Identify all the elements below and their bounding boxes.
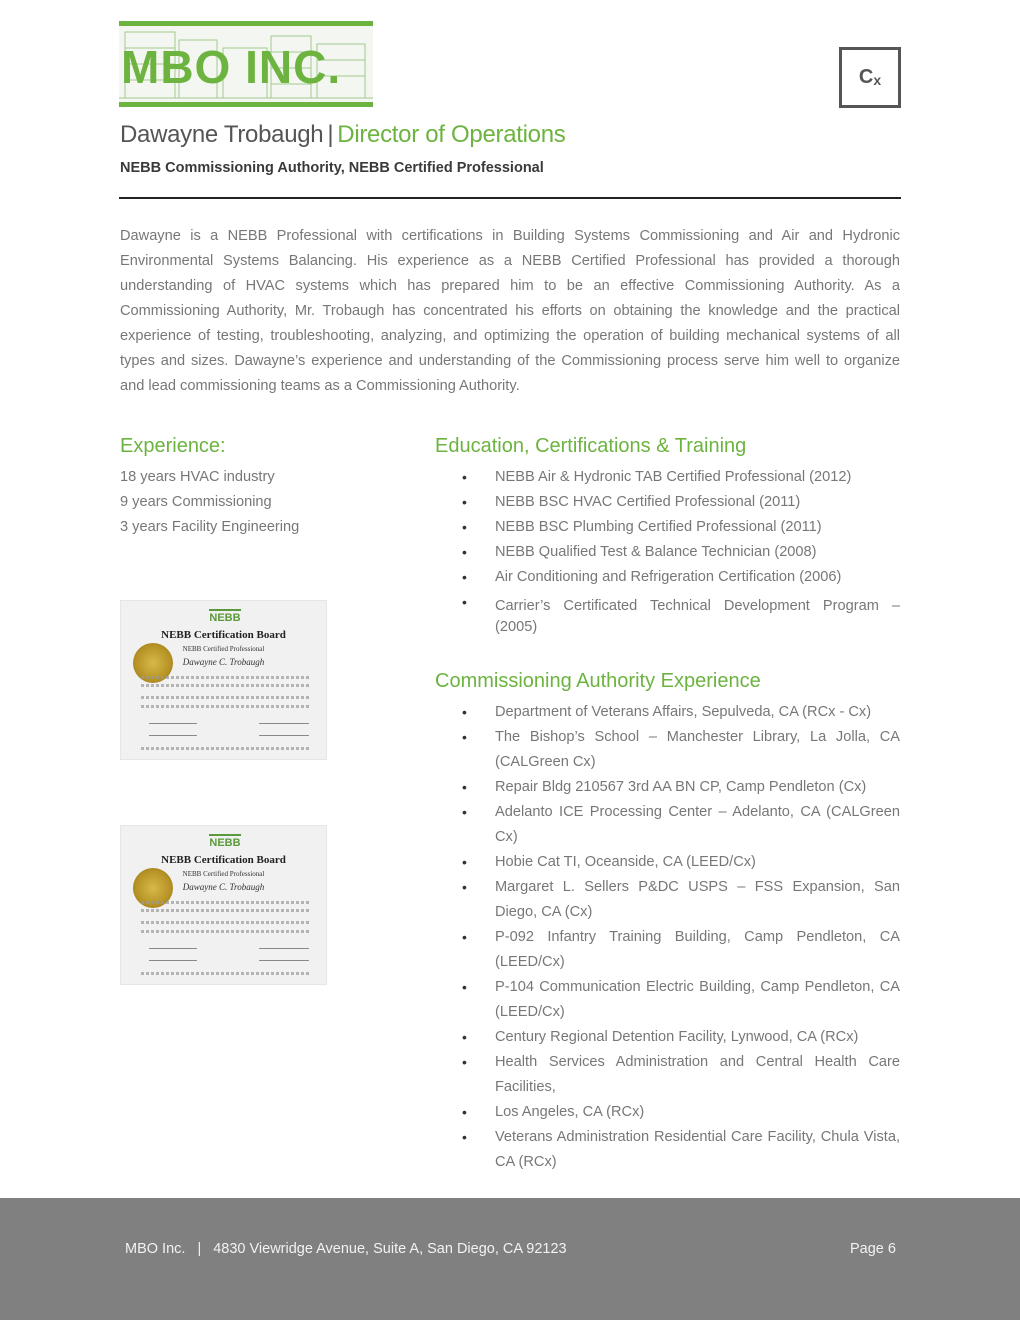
experience-list xyxy=(120,465,299,540)
signature-line xyxy=(149,960,197,961)
certificate-fine-print xyxy=(141,684,309,687)
certificate-fine-print xyxy=(141,909,309,912)
footer-company: MBO Inc. xyxy=(125,1241,186,1257)
commissioning-item: • Health Services Administration and Central Health Care Facilities, xyxy=(455,1050,900,1100)
cx-badge xyxy=(839,47,901,108)
commissioning-item: • Hobie Cat TI, Oceanside, CA (LEED/Cx) xyxy=(455,850,900,875)
nebb-logo-icon: NEBB xyxy=(209,834,241,850)
title-separator: | xyxy=(327,121,334,148)
commissioning-item: • P-092 Infantry Training Building, Camp Pendleton, CA (LEED/Cx) xyxy=(455,925,900,975)
certificate-fine-print xyxy=(141,705,309,708)
cx-badge-main: C xyxy=(858,66,874,88)
education-item: • NEBB Qualified Test & Balance Technician (2008) xyxy=(455,540,900,565)
signature-line xyxy=(149,948,197,949)
certificate-fine-print xyxy=(141,676,309,679)
commissioning-item: • Century Regional Detention Facility, Lynwood, CA (RCx) xyxy=(455,1025,900,1050)
page-number: Page 6 xyxy=(850,1241,896,1257)
certificate-holder: Dawayne C. Trobaugh xyxy=(182,882,265,892)
certificate-board: NEBB Certification Board xyxy=(161,629,286,641)
certificate-fine-print xyxy=(141,921,309,924)
logo-text: MBO INC. xyxy=(121,41,342,93)
signature-line xyxy=(259,948,309,949)
education-list xyxy=(455,465,900,638)
commissioning-heading: Commissioning Authority Experience xyxy=(435,670,761,692)
certificate-fine-print xyxy=(141,696,309,699)
commissioning-item: • Department of Veterans Affairs, Sepulveda, CA (RCx - Cx) xyxy=(455,700,900,725)
person-role: Director of Operations xyxy=(337,121,566,148)
experience-heading: Experience: xyxy=(120,435,226,457)
company-logo xyxy=(119,21,373,107)
signature-line xyxy=(259,735,309,736)
bio-paragraph: Dawayne is a NEBB Professional with certifications in Building Systems Commissioning and Air and Hydronic Environmental Systems Balancing. His experience as a NEBB Certified Professional has provided a thorough understanding of HVAC systems which has prepared him to be an effective Commissioning Authority. As a Commissioning Authority, Mr. Trobaugh has concentrated his efforts on obtaining the knowledge and the practical experience of testing, troubleshooting, analyzing, and optimizing the operation of building mechanical systems of all types and sizes. Dawayne’s experience and understanding of the Commissioning process serve him well to organize and lead commissioning teams as a Commissioning Authority. xyxy=(120,228,900,394)
experience-item: 18 years HVAC industry xyxy=(120,469,275,485)
header-divider xyxy=(119,197,901,199)
page-footer xyxy=(0,1198,1020,1320)
footer-separator: | xyxy=(197,1241,202,1257)
certificate-holder: Dawayne C. Trobaugh xyxy=(182,657,265,667)
experience-item: 3 years Facility Engineering xyxy=(120,519,300,535)
commissioning-item: • P-104 Communication Electric Building, Camp Pendleton, CA (LEED/Cx) xyxy=(455,975,900,1025)
education-item: • Carrier’s Certificated Technical Development Program – (2005) xyxy=(455,592,900,638)
certificate-subtitle: NEBB Certified Professional xyxy=(182,645,265,653)
certificate-fine-print xyxy=(141,901,309,904)
commissioning-item: • Adelanto ICE Processing Center – Adelanto, CA (CALGreen Cx) xyxy=(455,800,900,850)
commissioning-list xyxy=(455,700,900,1175)
person-credentials: NEBB Commissioning Authority, NEBB Certified Professional xyxy=(120,160,544,176)
page-title xyxy=(120,121,565,149)
certificate-fine-print xyxy=(141,930,309,933)
certificate-board: NEBB Certification Board xyxy=(161,854,286,866)
commissioning-item: • Veterans Administration Residential Care Facility, Chula Vista, CA (RCx) xyxy=(455,1125,900,1175)
commissioning-item: • Repair Bldg 210567 3rd AA BN CP, Camp Pendleton (Cx) xyxy=(455,775,900,800)
commissioning-item: • Los Angeles, CA (RCx) xyxy=(455,1100,900,1125)
nebb-logo-icon: NEBB xyxy=(209,609,241,625)
footer-address-line xyxy=(125,1241,567,1257)
signature-line xyxy=(149,735,197,736)
cx-badge-sub: x xyxy=(873,71,882,88)
commissioning-item: • The Bishop’s School – Manchester Library, La Jolla, CA (CALGreen Cx) xyxy=(455,725,900,775)
signature-line xyxy=(149,723,197,724)
education-item: • NEBB BSC HVAC Certified Professional (2011) xyxy=(455,490,900,515)
person-name: Dawayne Trobaugh xyxy=(120,121,324,148)
signature-line xyxy=(259,723,309,724)
certificate-image xyxy=(120,825,327,985)
certificate-subtitle: NEBB Certified Professional xyxy=(182,870,265,878)
signature-line xyxy=(259,960,309,961)
education-item: • Air Conditioning and Refrigeration Certification (2006) xyxy=(455,565,900,590)
experience-item: 9 years Commissioning xyxy=(120,494,272,510)
education-item: • NEBB BSC Plumbing Certified Professional (2011) xyxy=(455,515,900,540)
certificate-image xyxy=(120,600,327,760)
footer-address: 4830 Viewridge Avenue, Suite A, San Diego, CA 92123 xyxy=(213,1241,567,1257)
certificate-fine-print xyxy=(141,972,309,975)
education-heading: Education, Certifications & Training xyxy=(435,435,747,457)
education-item: • NEBB Air & Hydronic TAB Certified Professional (2012) xyxy=(455,465,900,490)
commissioning-item: • Margaret L. Sellers P&DC USPS – FSS Expansion, San Diego, CA (Cx) xyxy=(455,875,900,925)
certificate-fine-print xyxy=(141,747,309,750)
